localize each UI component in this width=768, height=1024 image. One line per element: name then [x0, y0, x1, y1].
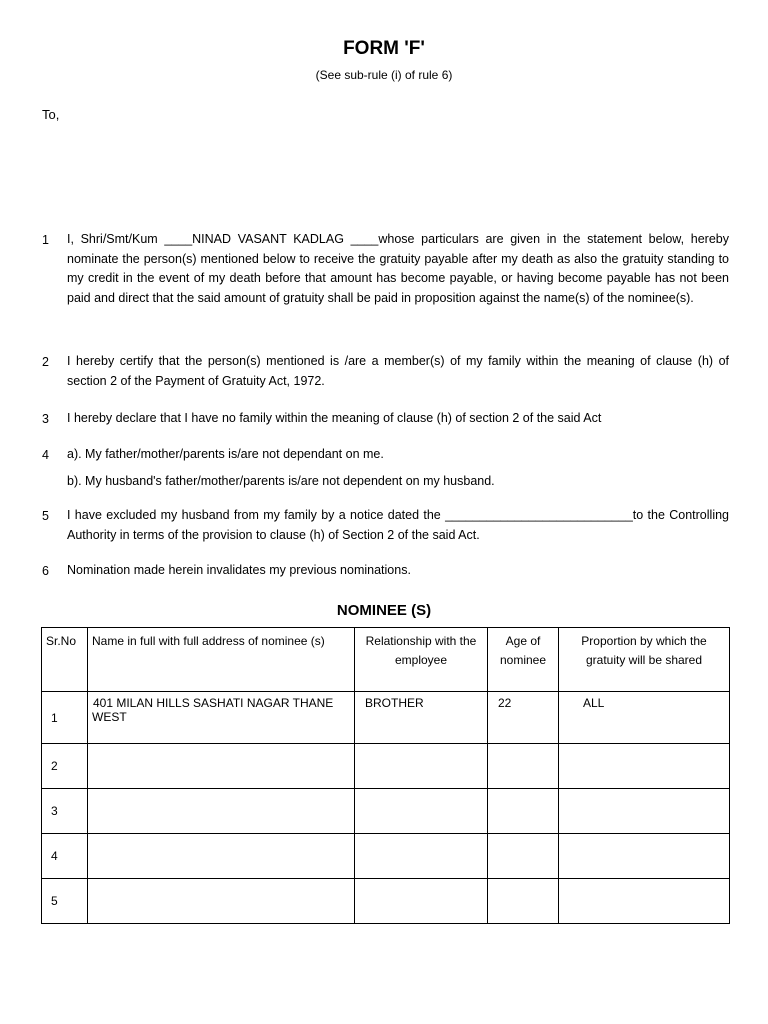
form-subtitle: (See sub-rule (i) of rule 6) [315, 68, 453, 82]
cell-name-address-text: 401 MILAN HILLS SASHATI NAGAR THANE WEST [92, 696, 334, 724]
cell-relationship [355, 744, 488, 789]
table-row [42, 744, 730, 789]
table-row [42, 789, 730, 834]
table-row [42, 879, 730, 924]
exclusion-statement: I have excluded my husband from my family by a notice dated the ___________________________to the Controlling Authority in terms of the provision to clause (h) of Section 2 of the said Act. [67, 508, 729, 542]
header-age: Age of nominee [488, 628, 559, 692]
header-srno: Sr.No [42, 628, 88, 692]
cell-srno: 2 [42, 744, 88, 789]
dependency-statement-a: a). My father/mother/parents is/are not dependant on me. [67, 447, 384, 461]
nominee-table [41, 627, 730, 924]
cell-name-address [88, 789, 355, 834]
header-proportion: Proportion by which the gratuity will be shared [559, 628, 730, 692]
cell-relationship [355, 879, 488, 924]
cell-name-address [88, 744, 355, 789]
form-title: FORM 'F' [343, 38, 425, 59]
cell-age [488, 834, 559, 879]
dependency-statement-b: b). My husband's father/mother/parents is/are not dependent on my husband. [67, 474, 495, 488]
item-number: 4 [42, 448, 49, 462]
table-row [42, 834, 730, 879]
no-family-declaration: I hereby declare that I have no family within the meaning of clause (h) of section 2 of the said Act [67, 411, 602, 425]
family-certification: I hereby certify that the person(s) mentioned is /are a member(s) of my family within the meaning of clause (h) of section 2 of the Payment of Gratuity Act, 1972. [67, 354, 729, 388]
addressee-label: To, [42, 107, 60, 122]
header-name-address: Name in full with full address of nominee (s) [88, 628, 355, 692]
cell-age [488, 879, 559, 924]
cell-name-address [88, 692, 355, 744]
cell-srno: 3 [42, 789, 88, 834]
nomination-statement: I, Shri/Smt/Kum ____NINAD VASANT KADLAG ____whose particulars are given in the statement below, hereby nominate the person(s) mentioned below to receive the gratuity payable after my death as also the gratuity standing to my credit in the event of my death before that amount has become payable, or having become payable has not been paid and direct that the said amount of gratuity shall be paid in proposition against the name(s) of the nominee(s). [67, 232, 729, 305]
cell-age [488, 744, 559, 789]
invalidation-statement: Nomination made herein invalidates my previous nominations. [67, 563, 411, 577]
item-number: 2 [42, 355, 49, 369]
item-number: 5 [42, 509, 49, 523]
cell-proportion [559, 879, 730, 924]
header-relationship: Relationship with the employee [355, 628, 488, 692]
item-number: 6 [42, 564, 49, 578]
item-number: 1 [42, 233, 49, 247]
cell-relationship [355, 789, 488, 834]
cell-age: 22 [488, 692, 559, 744]
cell-name-address [88, 834, 355, 879]
table-row [42, 692, 730, 744]
cell-srno: 1 [42, 692, 88, 744]
cell-proportion [559, 789, 730, 834]
cell-name-address [88, 879, 355, 924]
cell-relationship [355, 834, 488, 879]
item-number: 3 [42, 412, 49, 426]
cell-srno: 4 [42, 834, 88, 879]
nominee-section-title: NOMINEE (S) [336, 602, 432, 619]
cell-age [488, 789, 559, 834]
cell-proportion [559, 744, 730, 789]
cell-proportion [559, 834, 730, 879]
cell-proportion: ALL [559, 692, 730, 744]
table-header-row [42, 628, 730, 692]
cell-srno: 5 [42, 879, 88, 924]
cell-relationship: BROTHER [355, 692, 488, 744]
